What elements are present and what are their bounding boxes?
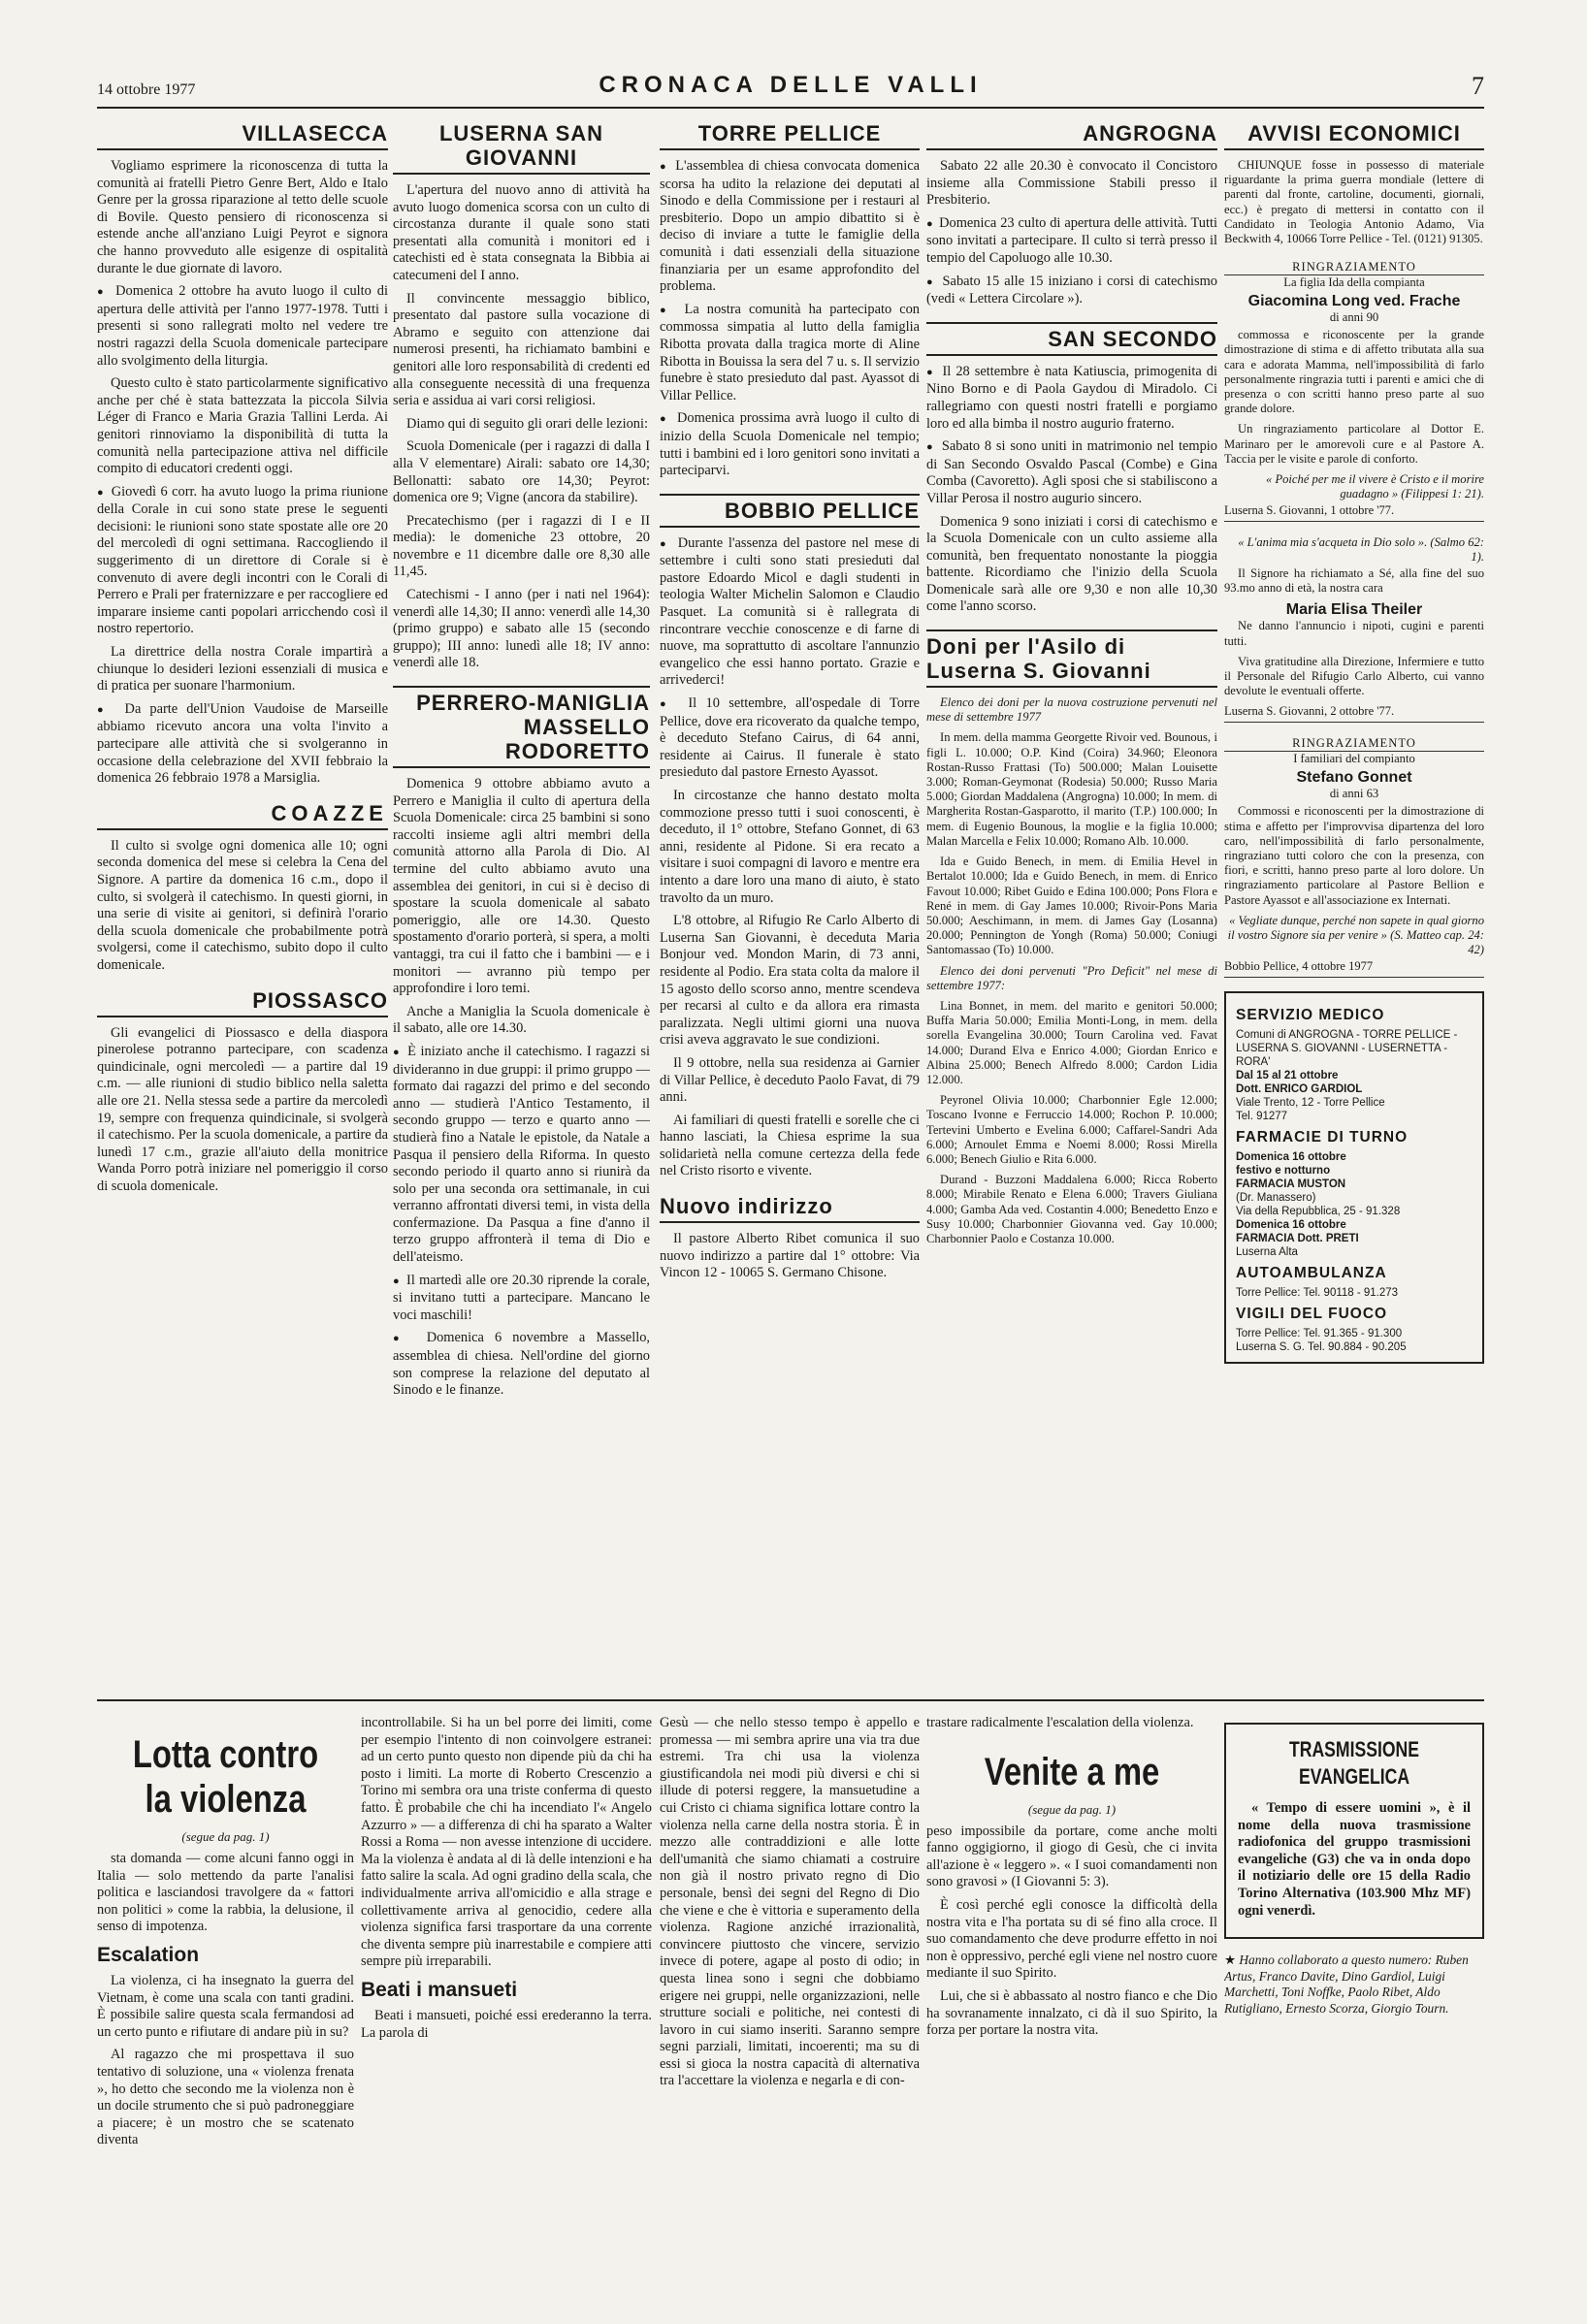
notice-heading: RINGRAZIAMENTO <box>1224 736 1484 752</box>
notice-long-frache <box>1224 260 1484 522</box>
service-line: (Dr. Manassero) <box>1236 1191 1316 1204</box>
article-paragraph: Domenica 9 sono iniziati i corsi di catechismo e la Scuola Domenicale con un culto assieme alla comunità, ben frequentato nonostante la pioggia battente. Ricordiamo che l'inizio della Scuola Domenicale sarà alle ore 9,30 e non alle 10,30 come l'anno scorso. <box>926 513 1217 615</box>
notice-intro: I familiari del compianto <box>1293 752 1415 766</box>
article-paragraph: ● Domenica 6 novembre a Massello, assemblea di chiesa. Nell'ordine del giorno son comprese la relazione del deputato al Sinodo e le finanze. <box>393 1330 650 1399</box>
column-5 <box>1224 121 1484 1693</box>
lotta-column-3 <box>660 1715 920 2316</box>
article-luserna <box>393 121 650 672</box>
article-paragraph: ● Domenica 2 ottobre ha avuto luogo il culto di apertura delle attività per l'anno 1977-1978. Tutti i presenti si sono rallegrati molto nel vedere tre nostri ragazzi della Scuola domenicale partecipare allo svolgimento della liturgia. <box>97 283 388 370</box>
article-paragraph: La direttrice della nostra Corale impartirà a chiunque lo desideri lezioni essenziali di musica e di pratica per suonare l'harmonium. <box>97 644 388 694</box>
notice-gonnet <box>1224 736 1484 977</box>
article-heading: TORRE PELLICE <box>660 121 920 150</box>
service-heading: VIGILI DEL FUOCO <box>1236 1305 1388 1322</box>
article-paragraph: Il culto si svolge ogni domenica alle 10; ogni seconda domenica del mese si celebra la Cena del Signore. A partire da domenica 16 c.m., dopo il culto, si svolgerà il catechismo. In questi giorni, in una serie di visite ai genitori, si definirà l'orario della scuola domenicale che probabilmente potrà svolgersi, come il catechismo, subito dopo il culto domenicale. <box>97 837 388 973</box>
article-perrero <box>393 686 650 1400</box>
article-paragraph: ● La nostra comunità ha partecipato con commossa simpatia al lutto della famiglia Ribotta provata dalla tragica morte di Aline Ribotta in Bouissa la sera del 7 u. s. Il servizio funebre è stato presieduto dal past. Ayassot di Villar Pellice. <box>660 302 920 405</box>
service-line: Dott. ENRICO GARDIOL <box>1236 1082 1363 1095</box>
article-paragraph: Ida e Guido Benech, in mem. di Emilia Hevel in Bertalot 10.000; Ida e Guido Benech, in mem. di Enrico Favout 10.000; Ribet Guido e Edina 100.000; Pons Flora e René in mem. di Gay James 10.000; Rivoir-Pons Maria 50.000; Aeschimann, in mem. di James Gay (Losanna) 20.000; Pennington de Yongh (Roma) 50.000; Coniugi Santomassao (To) 10.000. <box>926 855 1217 957</box>
article-heading: SAN SECONDO <box>926 322 1217 356</box>
article-paragraph: La violenza, ci ha insegnato la guerra del Vietnam, è come una scala con tanti gradini. È possibile salire questa scala fermandosi ad un certo punto e rifiutare di andare più in su? <box>97 1972 354 2040</box>
article-paragraph: ● L'assemblea di chiesa convocata domenica scorsa ha udito la relazione dei deputati al Sinodo e della Commissione per i restauri al presbiterio. Dopo un ampio dibattito si è deciso di inviare a tutte le famiglie della comunità i dati essenziali della situazione finanziaria per un esame approfondito del problema. <box>660 158 920 296</box>
article-paragraph: Il pastore Alberto Ribet comunica il suo nuovo indirizzo a partire dal 1° ottobre: Via Vincon 12 - 10065 S. Germano Chisone. <box>660 1231 920 1281</box>
box-title: TRASMISSIONE EVANGELICA <box>1289 1737 1419 1789</box>
box-paragraph: « Tempo di essere uomini », è il nome della nuova trasmissione radiofonica del gruppo trasmissioni evangeliche (G3) che va in onda dopo il notiziario delle ore 15 della Radio Torino Alternativa (103.900 Mhz MF) ogni venerdì. <box>1238 1800 1471 1919</box>
article-paragraph: ● È iniziato anche il catechismo. I ragazzi si divideranno in due gruppi: il primo gruppo — formato dai ragazzi del primo e del secondo anno — studierà l'Antico Testamento, il secondo gruppo — terzo e quarto anno — studierà fino a Natale le epistole, da Natale a Pasqua il pensiero della Riforma. In questo secondo periodo il quarto anno si riunirà da solo per una seconda ora settimanale, in cui verranno affrontati diversi temi, in vista della confermazione. Da Pasqua a fine d'anno il terzo gruppo affronterà il tema di Dio e dell'ateismo. <box>393 1044 650 1267</box>
article-paragraph: Diamo qui di seguito gli orari delle lezioni: <box>406 415 648 432</box>
article-paragraph: ● Sabato 8 si sono uniti in matrimonio nel tempio di San Secondo Osvaldo Pascal (Combe) e Gina Comba (Cavoretto). Agli sposi che si stabiliscono a Villar Perosa il nostro augurio sincero. <box>926 438 1217 507</box>
article-paragraph: trastare radicalmente l'escalation della violenza. <box>926 1715 1194 1730</box>
service-heading: SERVIZIO MEDICO <box>1236 1006 1385 1023</box>
notice-paragraph: Viva gratitudine alla Direzione, Infermiere e tutto il Personale del Rifugio Carlo Alberto, cui vanno devolute le eventuali offerte. <box>1224 654 1484 698</box>
article-paragraph: È così perché egli conosce la difficoltà della nostra vita e l'ha portata su di sé fino alla croce. Il suo comandamento che deve produrre effetto in noi non è oppressivo, perché egli viene nel nostro cuore mediante il suo Spirito. <box>926 1896 1217 1982</box>
avvisi-economici <box>1224 121 1484 246</box>
article-paragraph: ● Domenica 23 culto di apertura delle attività. Tutti sono invitati a partecipare. Il culto si terrà presso il tempio del Capoluogo alle 10.30. <box>926 215 1217 268</box>
servizio-medico-box <box>1224 991 1484 1364</box>
article-paragraph: Precatechismo (per i ragazzi di I e II media): le domeniche 23 ottobre, 20 novembre e 11 dicembre dalle ore 8,30 alle 11,45. <box>393 512 650 580</box>
lotta-column-2 <box>361 1715 652 2316</box>
lotta-column-1 <box>97 1715 354 2316</box>
service-line: Comuni di ANGROGNA - TORRE PELLICE - LUSERNA S. GIOVANNI - LUSERNETTA - RORA' <box>1236 1028 1458 1068</box>
notice-paragraph: Ne danno l'annuncio i nipoti, cugini e parenti tutti. <box>1224 619 1484 648</box>
subheading: Beati i mansueti <box>361 1978 518 2001</box>
article-paragraph: In circostanze che hanno destato molta commozione presso tutti i suoi conoscenti, è deceduto, il 1° ottobre, Stefano Gonnet, di 63 anni, residente al Pidone. Si era recato a visitare i suoi compagni di lavoro e mentre era intento a dare loro una mano di aiuto, è stato travolto da un muro. <box>660 788 920 906</box>
contributors-note: ★ Hanno collaborato a questo numero: Ruben Artus, Franco Davite, Dino Gardiol, Luigi Marchetti, Toni Noffke, Paolo Ribet, Aldo Rutigliano, Ernesto Scorza, Giorgio Tourn. <box>1224 1953 1484 2017</box>
article-nuovo-indirizzo <box>660 1194 920 1282</box>
venite-column <box>926 1715 1217 2316</box>
article-heading: AVVISI ECONOMICI <box>1224 121 1484 150</box>
article-paragraph: Ai familiari di questi fratelli e sorelle che ci hanno lasciati, la Chiesa esprime la sua solidarietà nella comune certezza della fede nel Cristo risorto e vivente. <box>660 1112 920 1179</box>
article-heading: PIOSSASCO <box>97 988 388 1017</box>
article-torre-pellice <box>660 121 920 480</box>
article-paragraph: Il convincente messaggio biblico, presentato dal pastore sulla vocazione di Abramo e seguito con attenzione dai numerosi presenti, ha richiamato bambini e genitori alle loro responsabilità di credenti ed alla conseguente necessità di una frequenza seria e assidua ai vari corsi religiosi. <box>393 290 650 409</box>
article-paragraph: Peyronel Olivia 10.000; Charbonnier Egle 12.000; Toscano Ivonne e Ferruccio 14.000; Rochon P. 10.000; Tertevini Umberto e Evelina 6.000; Caffarel-Sandri Ada 6.000; Arnoulet Emma e Noemi 8.000; Rossi Mirella 6.000; Benech Giulio e Rita 6.000. <box>926 1093 1217 1166</box>
service-line: Domenica 16 ottobre <box>1236 1218 1346 1231</box>
article-piossasco <box>97 988 388 1196</box>
service-line: Luserna S. G. Tel. 90.884 - 90.205 <box>1236 1340 1407 1353</box>
article-san-secondo <box>926 322 1217 616</box>
service-line: FARMACIA Dott. PRETI <box>1236 1232 1359 1244</box>
service-line: Luserna Alta <box>1236 1245 1298 1258</box>
article-paragraph: Questo culto è stato particolarmente significativo anche per ché è stata battezzata la piccola Silvia Léger di Franco e Maria Grazia Tallini Lerda. Ai genitori rinnoviamo la disponibilità di tutta la comunità nella partecipazione attiva nel difficile compito di educatori credenti oggi. <box>97 375 388 477</box>
service-line: Via della Repubblica, 25 - 91.328 <box>1236 1205 1401 1217</box>
article-paragraph: Gesù — che nello stesso tempo è appello e promessa — mi sembra aprire una via tra due estremi. Tra chi usa la violenza giustificandola nei modi più diversi e chi si illude di potersi reggere, la mansuetudine a cui Cristo ci chiama significa lottare contro la violenza nella carne della nostra storia. È in mezzo alle contraddizioni e alle lotte dell'umanità che siamo chiamati a costruire non già il nostro privato regno di Dio personale, bensì dei segni del Regno di Dio che viene e che è vittoria e superamento della violenza. Ragione anziché irrazionalità, convincere piuttosto che vincere, servizio invece di potere, agape al posto di odio; in questa linea sono i segni che dobbiamo erigere nei gruppi, nelle organizzazioni, nelle strutture sociali e politiche, nei contesti di lavoro in cui siamo inseriti. Saranno sempre segni parziali, limitati, incoerenti; ma su di essi si gioca la nostra capacità di alternativa tra l'accettare la violenza e negarla e di con- <box>660 1715 920 2089</box>
article-paragraph: Lina Bonnet, in mem. del marito e genitori 50.000; Buffa Maria 50.000; Emilia Monti-Long, in mem. della sorella Evangelina 30.000; Tourn Carolina ved. Favat 14.000; Durand Elva e Enrico 4.000; Giordan Enrico e Albina 25.000; Benech Alfredo 8.000; Cardon Lidia 12.000. <box>926 998 1217 1086</box>
service-line: Tel. 91277 <box>1236 1110 1288 1122</box>
issue-date: 14 ottobre 1977 <box>97 81 196 98</box>
article-heading: BOBBIO PELLICE <box>660 494 920 528</box>
article-heading: LUSERNA SAN GIOVANNI <box>393 121 650 175</box>
article-paragraph: Lui, che si è abbassato al nostro fianco e che Dio ha sovranamente innalzato, ci dà il suo Spirito, la forza per portare la nostra vita. <box>926 1987 1217 2039</box>
article-bobbio-pellice <box>660 494 920 1180</box>
article-paragraph: Scuola Domenicale (per i ragazzi di dalla I alla V elementare) Airali: sabato ore 14,30; Bellonatti: sabato ore 14,30; Peyrot: domenica ore 9; Vigne (ancora da stabilire). <box>393 438 650 506</box>
service-heading: FARMACIE DI TURNO <box>1236 1128 1409 1146</box>
article-paragraph: Domenica 9 ottobre abbiamo avuto a Perrero e Maniglia il culto di apertura della Scuola Domenicale: circa 25 bambini si sono raccolti insieme agli altri membri della comunità attorno alla Parola di Dio. Al termine del culto abbiamo avuto una assemblea dei genitori, in cui si è deciso di spostare la scuola domenicale al sabato pomeriggio, alle ore 14.30. Questo spostamento d'orario porterà, si spera, a molti vantaggi, tra cui il fatto che i bambini — e i monitori — avranno più tempo per approfondire i loro temi. <box>393 776 650 997</box>
article-angrogna <box>926 121 1217 308</box>
article-paragraph: ● Da parte dell'Union Vaudoise de Marseille abbiamo ricevuto ancora una volta l'invito a partecipare alle attività che si svolgeranno in occasione della celebrazione del XVII febbraio la domenica 26 febbraio 1978 a Marsiglia. <box>97 701 388 788</box>
article-heading: Doni per l'Asilo di Luserna S. Giovanni <box>926 629 1217 688</box>
article-paragraph: Il 9 ottobre, nella sua residenza ai Garnier di Villar Pellice, è deceduto Paolo Favat, di 79 anni. <box>660 1054 920 1106</box>
notice-theiler <box>1224 535 1484 723</box>
notice-intro: La figlia Ida della compianta <box>1283 275 1425 290</box>
continuation-note: (segue da pag. 1) <box>1027 1801 1117 1817</box>
article-coazze <box>97 801 388 975</box>
article-doni-asilo <box>926 629 1217 1246</box>
notice-quote: « L'anima mia s'acqueta in Dio solo ». (Salmo 62: 1). <box>1238 535 1484 565</box>
feature-title: Venite a me <box>984 1750 1160 1793</box>
classified-ad: CHIUNQUE fosse in possesso di materiale riguardante la prima guerra mondiale (lettere di parenti dal fronte, cartoline, documenti, giornali, ecc.) è pregato di mettersi in contatto con il Candidato in Teologia Antonio Adamo, Via Beckwith 4, 10066 Torre Pellice - Tel. (0121) 91305. <box>1224 158 1484 246</box>
service-line: Torre Pellice: Tel. 90118 - 91.273 <box>1236 1286 1399 1299</box>
article-heading: ANGROGNA <box>926 121 1217 150</box>
feature-title: Lotta contro la violenza <box>132 1733 319 1821</box>
service-line: Domenica 16 ottobre <box>1236 1150 1346 1163</box>
article-heading: PERRERO-MANIGLIA MASSELLO RODORETTO <box>393 686 650 768</box>
article-intro: Elenco dei doni pervenuti "Pro Deficit" nel mese di settembre 1977: <box>926 963 1217 992</box>
article-paragraph: ● Sabato 15 alle 15 iniziano i corsi di catechismo (vedi « Lettera Circolare »). <box>926 274 1217 308</box>
masthead <box>97 68 1484 109</box>
trasmissione-column <box>1224 1715 1484 2316</box>
notice-quote: « Vegliate dunque, perché non sapete in qual giorno il vostro Signore sia per venire » (S. Matteo cap. 24: 42) <box>1227 913 1484 956</box>
article-paragraph: ● Il 28 settembre è nata Katiuscia, primogenita di Nino Borno e di Paola Gaydou di Miradolo. Ci rallegriamo con questi nostri fratelli e porgiamo loro ed alla bimba il nostro augurio fraterno. <box>926 364 1217 433</box>
column-4 <box>926 121 1217 1693</box>
service-line: FARMACIA MUSTON <box>1236 1178 1346 1190</box>
notice-signature: Luserna S. Giovanni, 2 ottobre '77. <box>1224 704 1484 723</box>
trasmissione-box <box>1224 1723 1484 1939</box>
article-paragraph: Catechismi - I anno (per i nati nel 1964): venerdì alle 14,30; II anno: venerdì alle 14,30 (primo gruppo) e sabato alle 15 (secondo gruppo); III anno: lunedì alle 18; IV anno: venerdì alle 18. <box>393 587 650 671</box>
article-paragraph: Anche a Maniglia la Scuola domenicale è il sabato, alle ore 14.30. <box>393 1003 650 1037</box>
service-heading: AUTOAMBULANZA <box>1236 1264 1387 1281</box>
article-paragraph: Al ragazzo che mi prospettava il suo tentativo di soluzione, una « violenza frenata », ho detto che secondo me la violenza non è un docile strumento che si può padroneggiare a piacere; è un mostro che se scatenato diventa <box>97 2047 354 2148</box>
notice-heading: RINGRAZIAMENTO <box>1224 260 1484 275</box>
notice-paragraph: Il Signore ha richiamato a Sé, alla fine del suo 93.mo anno di età, la nostra cara <box>1224 566 1484 596</box>
article-paragraph: In mem. della mamma Georgette Rivoir ved. Bounous, i figli L. 10.000; O.P. Kind (Coira) 34.960; Eleonora Rostan-Russo Frattasi (To) 500.000; Malan Louisette 3.000; Roman-Geymonat (Rodesia) 50.000; Russo Maria 5.000; Giordan Maddalena (Angrogna) 10.000; In mem. di Margherita Rostan-Gasparotto, il marito (T.P.) 100.000; In mem. di Eugenio Bounous, la moglie e la figlia 10.000; Malan Marcella e Felix 10.000; Romano Alb. 10.000. <box>926 730 1217 848</box>
notice-name: Giacomina Long ved. Frache <box>1247 293 1461 310</box>
article-heading: Nuovo indirizzo <box>660 1194 920 1223</box>
article-villasecca <box>97 121 388 788</box>
notice-age: di anni 63 <box>1329 787 1379 801</box>
service-line: Torre Pellice: Tel. 91.365 - 91.300 <box>1236 1327 1403 1340</box>
notice-signature: Bobbio Pellice, 4 ottobre 1977 <box>1224 959 1484 978</box>
notice-signature: Luserna S. Giovanni, 1 ottobre '77. <box>1224 503 1484 522</box>
notice-name: Maria Elisa Theiler <box>1285 601 1423 619</box>
article-paragraph: L'apertura del nuovo anno di attività ha avuto luogo domenica scorsa con un culto di circostanza durante il quale sono stati presentati alla comunità i monitori ed i catechisti ed è stata consegnata la Bibbia ai catecumeni del I anno. <box>393 182 650 283</box>
article-paragraph: ● Giovedì 6 corr. ha avuto luogo la prima riunione della Corale in cui sono state prese le seguenti decisioni: le riunioni sono state spostate alle ore 20 del mercoledì di ogni settimana. Raccogliendo il suggerimento di un direttore di Corale si è convenuto di avere degli incontri con le Corali di Perrero e Prali per fraternizzare e per raccogliere ed imparare insieme canti popolari arricchendo così il nostro repertorio. <box>97 484 388 638</box>
article-paragraph: ● Domenica prossima avrà luogo il culto di inizio della Scuola Domenicale nel tempio; tutti i bambini ed i loro genitori sono invitati a parteciparvi. <box>660 410 920 479</box>
notice-paragraph: Un ringraziamento particolare al Dottor E. Marinaro per le amorevoli cure e al Pastore A. Taccia per le visite e parole di conforto. <box>1224 422 1484 466</box>
column-2 <box>393 121 650 1693</box>
article-paragraph: Beati i mansueti, poiché essi erederanno la terra. La parola di <box>361 2007 652 2041</box>
service-line: Viale Trento, 12 - Torre Pellice <box>1236 1096 1385 1109</box>
article-paragraph: ● Il 10 settembre, all'ospedale di Torre Pellice, dove era ricoverato da qualche tempo, è deceduto Stefano Cairus, di 64 anni, residente ai Cairus. Il funerale è stato presieduto dal pastore Ernesto Ayassot. <box>660 695 920 782</box>
notice-name: Stefano Gonnet <box>1296 769 1412 787</box>
section-divider <box>97 1699 1484 1701</box>
notice-paragraph: Commossi e riconoscenti per la dimostrazione di stima e affetto per l'improvvisa dipartenza del loro caro, nell'impossibilità di farlo personalmente, ringraziano tutti coloro che con la presenza, con fiori, e scritti, hanno preso parte al loro dolore. Un ringraziamento particolare al Pastore Bellion e Pastore Ayassot e all'associazione ex Internati. <box>1224 804 1484 907</box>
article-paragraph: Durand - Buzzoni Maddalena 6.000; Ricca Roberto 8.000; Mirabile Renato e Elena 6.000; Travers Giuliana 4.000; Gamba Ada ved. Costantin 4.000; Benedetto Enzo e Susy 10.000; Charbonnier Giovanna ved. Gay 10.000; Charbonnier Paolo e Costanza 10.000. <box>926 1173 1217 1245</box>
notice-quote: « Poiché per me il vivere è Cristo e il morire guadagno » (Filippesi 1: 21). <box>1266 472 1484 501</box>
article-paragraph: ● Il martedì alle ore 20.30 riprende la corale, si invitano tutti a partecipare. Mancano le voci maschili! <box>393 1273 650 1325</box>
article-heading: COAZZE <box>97 801 388 830</box>
article-paragraph: Sabato 22 alle 20.30 è convocato il Concistoro insieme alla Commissione Stabili presso il Presbiterio. <box>926 158 1217 209</box>
article-heading: VILLASECCA <box>97 121 388 150</box>
page-number: 7 <box>1472 72 1484 100</box>
column-1 <box>97 121 388 1693</box>
continuation-note: (segue da pag. 1) <box>181 1829 270 1844</box>
notice-paragraph: commossa e riconoscente per la grande dimostrazione di stima e di affetto tributata alla sua cara e adorata Mamma, nell'impossibilità di farlo personalmente ringrazia tutti i parenti e amici che di presenza o con scritti hanno preso parte al suo grande dolore. <box>1224 328 1484 416</box>
subheading: Escalation <box>97 1943 200 1966</box>
article-intro: Elenco dei doni per la nuova costruzione pervenuti nel mese di settembre 1977 <box>926 695 1217 725</box>
article-paragraph: Gli evangelici di Piossasco e della diaspora pinerolese potranno partecipare, con scadenza quindicinale, ogni mercoledì — a partire dal 19 c.m. — alle riunioni di studio biblico nella saletta alle ore 21. Nella stessa sede a partire da mercoledì 19, sempre con frequenza quindicinale, si svolgerà il catechismo. Per la scuola domenicale, a partire da lunedì 17 c.m., grazie all'aiuto della monitrice Wanda Porro potrà iniziare nel pomeriggio il corso di scuola domenicale. <box>97 1024 388 1194</box>
article-paragraph: Vogliamo esprimere la riconoscenza di tutta la comunità ai fratelli Pietro Genre Bert, Aldo e Italo Genre per la grossa riparazione al tetto delle scuole di Bovile. Questo pensiero di riconoscenza si estende anche all'anziano Luigi Peyrot e signora che hanno provveduto alle esigenze di ospitalità durante le due giornate di lavoro. <box>97 158 388 276</box>
article-paragraph: incontrollabile. Si ha un bel porre dei limiti, come per esempio l'intento di non coinvolgere estranei: ad un certo punto questo non dipende più da chi ha posto i limiti. La morte di Roberto Crescenzio a Torino mi sembra ora una triste conferma di questo fatto. È probabile che chi ha incendiato l'« Angelo Azzurro » — a differenza di chi ha sparato a Walter Rossi a Roma — non avesse intenzione di uccidere. Ma la violenza è andata al di là delle intenzioni e ha fatto salire la scala. Ad ogni gradino della scala, che individualmente arriva all'omicidio e alla strage e collettivamente arriva al genocidio, cedere alla violenza significa farsi trasportare da una corrente che diventa sempre più inarrestabile e compiere atti sempre più irreparabili. <box>361 1715 652 1970</box>
section-title: CRONACA DELLE VALLI <box>599 72 983 98</box>
service-line: festivo e notturno <box>1236 1164 1331 1177</box>
notice-age: di anni 90 <box>1329 310 1379 325</box>
column-3 <box>660 121 920 1693</box>
article-paragraph: sta domanda — come alcuni fanno oggi in Italia — solo mettendo da parte l'analisi politica e lasciandosi travolgere da « fattori non politici » come la rabbia, la delusione, il senso di impotenza. <box>97 1851 354 1935</box>
article-paragraph: L'8 ottobre, al Rifugio Re Carlo Alberto di Luserna San Giovanni, è deceduta Maria Bonjour ved. Mondon Marin, di 73 anni, residente al Podio. Era stata colta da malore il 15 agosto dello scorso anno, mentre scendeva per recarsi al culto e da allora era rimasta paralizzata. Negli ultimi giorni una nuova crisi aveva aggravato le sue condizioni. <box>660 913 920 1049</box>
article-paragraph: ● Durante l'assenza del pastore nel mese di settembre i culti sono stati presieduti dal pastore Edoardo Micol e dagli studenti in teologia Walter Michelin Salomon e Claudio Pasquet. La comunità si è rallegrata di rincontrare vecchie conoscenze e di farne di nuove, ma soprattutto di ascoltare l'annunzio evangelico che essi hanno portato. Grazie e arrivederci! <box>660 535 920 690</box>
article-paragraph: peso impossibile da portare, come anche molti fanno oggigiorno, il giogo di Gesù, che ci invita all'azione è « leggero ». « I suoi comandamenti non sono gravosi » (I Giovanni 5: 3). <box>926 1823 1217 1890</box>
service-line: Dal 15 al 21 ottobre <box>1236 1069 1339 1081</box>
